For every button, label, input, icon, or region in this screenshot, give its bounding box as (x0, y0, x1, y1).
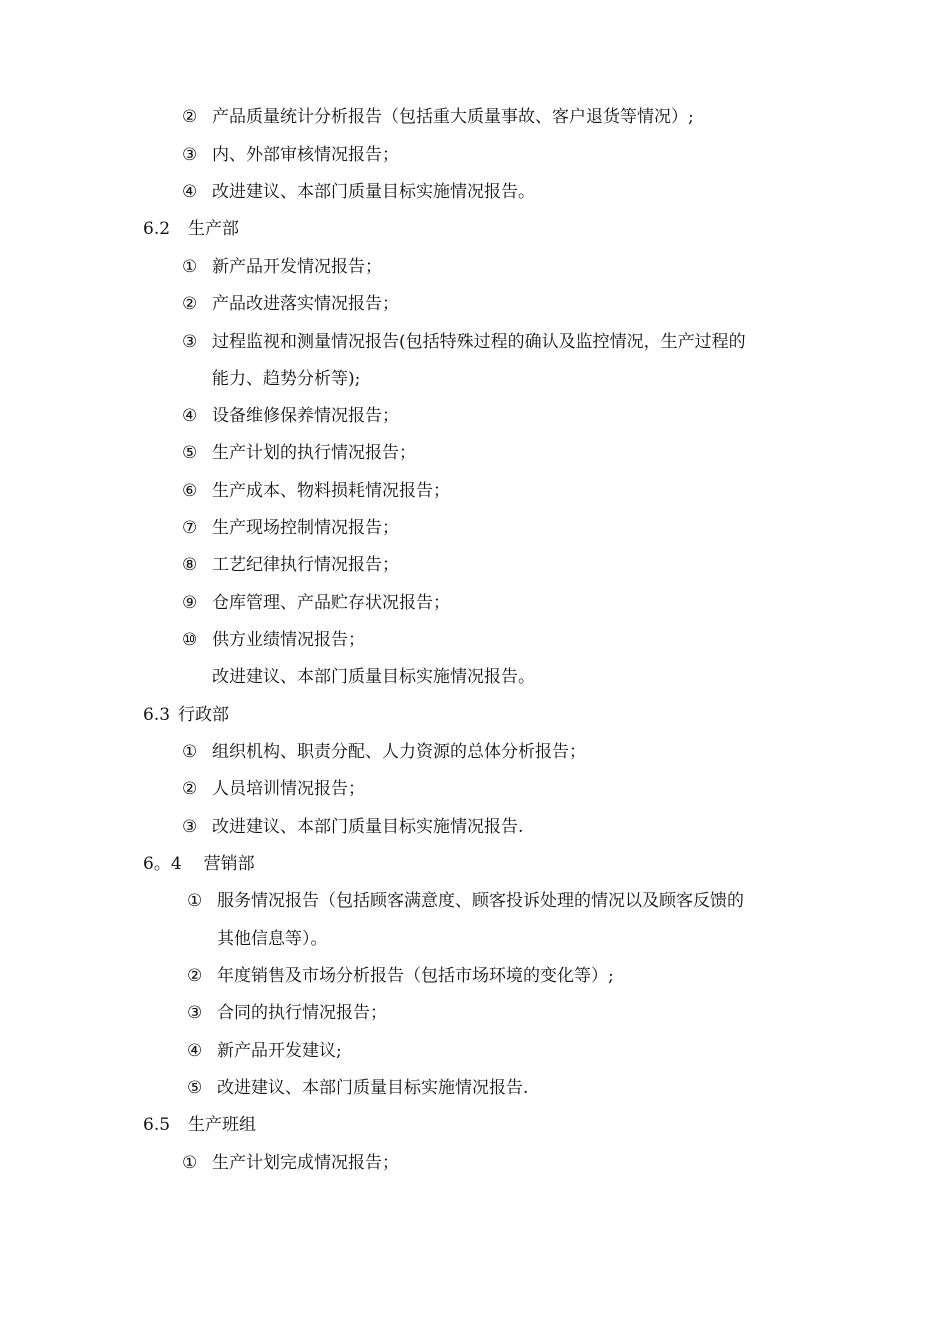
list-item-continuation (212, 665, 535, 689)
list-item (182, 330, 746, 354)
list-item-text: 仓库管理、产品贮存状况报告； (212, 593, 450, 613)
list-item-text: 年度销售及市场分析报告（包括市场环境的变化等）; (217, 966, 614, 986)
list-marker: ② (187, 966, 203, 986)
list-marker: ③ (182, 332, 198, 352)
section-title: 营销部 (203, 854, 255, 874)
list-marker: ① (187, 891, 203, 911)
list-marker: ⑨ (182, 593, 198, 613)
list-marker: ⑤ (182, 443, 198, 463)
list-marker: ② (182, 294, 198, 314)
list-item (182, 777, 365, 801)
list-item (182, 479, 450, 503)
list-item-text: 产品质量统计分析报告（包括重大质量事故、客户退货等情况）; (212, 107, 694, 127)
list-item-text: 设备维修保养情况报告； (212, 406, 399, 426)
list-item-text: 工艺纪律执行情况报告； (212, 555, 399, 575)
list-item-continuation (212, 367, 360, 391)
list-marker: ② (182, 107, 198, 127)
section-heading (143, 217, 239, 241)
list-item-text: 改进建议、本部门质量目标实施情况报告。 (212, 182, 535, 202)
list-item-text: 合同的执行情况报告； (217, 1003, 387, 1023)
section-number: 6.2 (143, 219, 171, 239)
list-item (187, 1001, 387, 1025)
list-item (187, 889, 744, 913)
list-item-text: 生产计划的执行情况报告； (212, 443, 416, 463)
section-heading (143, 852, 255, 876)
list-item (182, 1151, 399, 1175)
list-marker: ④ (182, 406, 198, 426)
list-marker: ③ (182, 817, 198, 837)
list-item (182, 516, 399, 540)
list-marker: ① (182, 742, 198, 762)
list-item-text: 改进建议、本部门质量目标实施情况报告。 (212, 667, 535, 687)
list-marker: ⑩ (182, 630, 198, 650)
list-item (182, 143, 399, 167)
section-heading (143, 1113, 256, 1137)
list-item (182, 815, 523, 839)
list-marker: ④ (187, 1041, 203, 1061)
list-marker: ③ (187, 1003, 203, 1023)
list-marker: ⑤ (187, 1078, 203, 1098)
list-item (182, 553, 399, 577)
section-title: 行政部 (178, 705, 230, 725)
list-item-text: 生产现场控制情况报告； (212, 518, 399, 538)
list-item-text: 新产品开发情况报告； (212, 257, 382, 277)
list-marker: ⑥ (182, 481, 198, 501)
list-item-text: 服务情况报告（包括顾客满意度、顾客投诉处理的情况以及顾客反馈的 (217, 891, 744, 911)
list-item (187, 1076, 528, 1100)
list-item-text: 生产计划完成情况报告； (212, 1153, 399, 1173)
list-item-text: 人员培训情况报告； (212, 779, 365, 799)
list-marker: ⑧ (182, 555, 198, 575)
list-item (182, 591, 450, 615)
list-marker: ② (182, 779, 198, 799)
list-item-text: 改进建议、本部门质量目标实施情况报告. (212, 817, 524, 837)
section-number: 6。4 (143, 854, 182, 874)
section-title: 生产部 (188, 219, 240, 239)
list-marker: ④ (182, 182, 198, 202)
list-marker: ③ (182, 145, 198, 165)
section-number: 6.5 (143, 1115, 171, 1135)
list-item (187, 1039, 342, 1063)
list-item (182, 105, 694, 129)
section-number: 6.3 (143, 705, 171, 725)
list-marker: ⑦ (182, 518, 198, 538)
list-item (182, 740, 586, 764)
list-marker: ① (182, 1153, 198, 1173)
list-item-text: 改进建议、本部门质量目标实施情况报告. (217, 1078, 529, 1098)
list-item (182, 628, 365, 652)
list-item-continuation (217, 927, 328, 951)
list-item-text: 供方业绩情况报告； (212, 630, 365, 650)
list-item-text: 内、外部审核情况报告； (212, 145, 399, 165)
list-marker: ① (182, 257, 198, 277)
list-item-text: 生产成本、物料损耗情况报告； (212, 481, 450, 501)
list-item (187, 964, 614, 988)
list-item-text: 能力、趋势分析等); (212, 369, 361, 389)
list-item (182, 404, 399, 428)
list-item-text: 其他信息等）。 (217, 929, 328, 949)
list-item-text: 组织机构、职责分配、人力资源的总体分析报告； (212, 742, 586, 762)
section-title: 生产班组 (188, 1115, 257, 1135)
list-item-text: 新产品开发建议; (217, 1041, 342, 1061)
list-item (182, 180, 535, 204)
list-item (182, 255, 382, 279)
list-item-text: 过程监视和测量情况报告(包括特殊过程的确认及监控情况，生产过程的 (212, 332, 746, 352)
list-item (182, 441, 416, 465)
list-item (182, 292, 399, 316)
list-item-text: 产品改进落实情况报告； (212, 294, 399, 314)
section-heading (143, 703, 229, 727)
